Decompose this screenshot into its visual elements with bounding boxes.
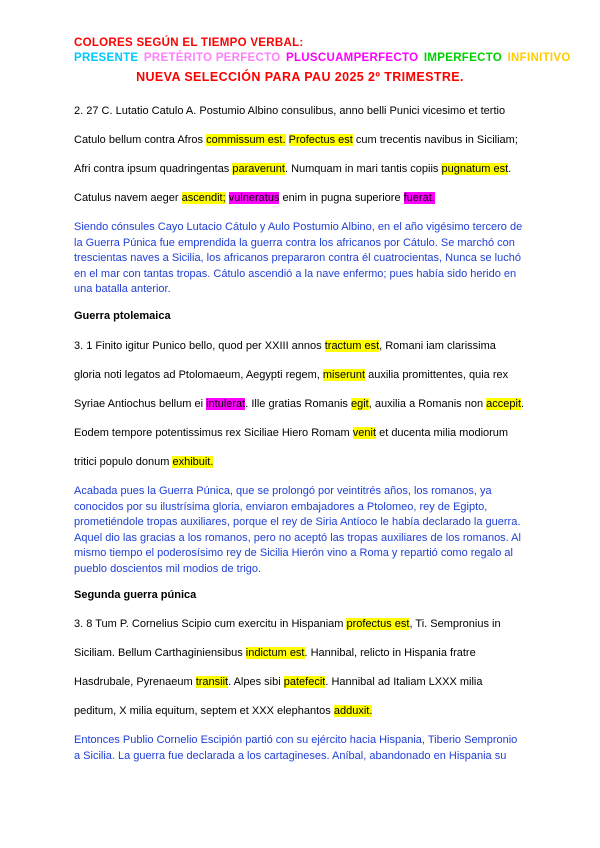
legend-imperfecto: IMPERFECTO [423, 52, 503, 64]
highlighted-verb: vulneratus [228, 192, 280, 204]
latin-line [74, 339, 496, 353]
highlighted-verb: exhibuit. [172, 456, 214, 468]
highlighted-verb: paraverunt [232, 163, 285, 175]
section-heading: Guerra ptolemaica [74, 310, 171, 322]
latin-text: Syriae Antiochus bellum ei [74, 398, 207, 410]
latin-text: Catulo bellum contra Afros [74, 134, 207, 146]
latin-line [74, 397, 524, 411]
highlighted-verb: ascendit; [181, 192, 226, 204]
latin-line [74, 617, 501, 631]
latin-line [74, 455, 213, 469]
highlighted-verb: egit [350, 398, 369, 410]
latin-text: gloria noti legatos ad Ptolomaeum, Aegypti regem, [74, 369, 323, 381]
latin-line [74, 675, 482, 689]
latin-text: 3. 8 Tum P. Cornelius Scipio cum exercitu in Hispaniam [74, 618, 347, 630]
latin-text: , auxilia a Romanis non [368, 398, 487, 410]
latin-line [74, 646, 476, 660]
legend-title: COLORES SEGÚN EL TIEMPO VERBAL: [74, 37, 304, 49]
highlighted-verb: accepit [486, 398, 521, 410]
latin-text: et ducenta milia modiorum [376, 427, 509, 439]
highlighted-verb: intulerat [206, 398, 246, 410]
latin-text: . Alpes sibi [228, 676, 284, 688]
translation-paragraph: Entonces Publio Cornelio Escipión partió con su ejército hacia Hispania, Tiberio Sempronio a Sicilia. La guerra fue declarada a los cartagineses. Aníbal, abandonado en Hispania su [74, 734, 518, 762]
latin-text: auxilia promittentes, quia rex [365, 369, 509, 381]
legend-pluscuamperfecto: PLUSCUAMPERFECTO [286, 52, 419, 64]
spanish-translation [74, 220, 524, 298]
highlighted-verb: profectus est [346, 618, 410, 630]
latin-text: tritici populo donum [74, 456, 173, 468]
legend-preterito-perfecto: PRETÉRITO PERFECTO [143, 52, 281, 64]
latin-text: . [521, 398, 525, 410]
spanish-translation [74, 733, 524, 764]
latin-text: . Numquam in mari tantis copiis [284, 163, 442, 175]
highlighted-verb: pugnatum est [441, 163, 509, 175]
latin-text: 2. 27 C. Lutatio Catulo A. Postumio Albino consulibus, anno belli Punici vicesimo et tertio [74, 105, 506, 117]
latin-line [74, 704, 372, 718]
document-title: NUEVA SELECCIÓN PARA PAU 2025 2º TRIMESTRE. [136, 70, 464, 84]
latin-text: Afri contra ipsum quadringentas [74, 163, 233, 175]
highlighted-verb: transiit [195, 676, 229, 688]
legend-presente: PRESENTE [74, 52, 139, 64]
highlighted-verb: Profectus est [288, 134, 353, 146]
translation-paragraph: Siendo cónsules Cayo Lutacio Cátulo y Aulo Postumio Albino, en el año vigésimo tercero de la Guerra Púnica fue emprendida la guerra contra los africanos por Cátulo. Se marchó con trescientas naves a Sicilia, los africanos prepararon contra él cuatrocientas, Nunca se luchó en el mar con tantas tropas. Cátulo ascendió a la nave enfermo; pues había sido herido en una batalla anterior. [74, 221, 523, 295]
latin-text: . [508, 163, 512, 175]
latin-text: . Hannibal ad Italiam LXXX milia [325, 676, 483, 688]
latin-text: peditum, X milia equitum, septem et XXX elephantos [74, 705, 334, 717]
latin-line [74, 368, 508, 382]
latin-text: enim in pugna superiore [279, 192, 404, 204]
latin-text: Siciliam. Bellum Carthaginiensibus [74, 647, 246, 659]
highlighted-verb: tractum est [324, 340, 380, 352]
latin-text: cum trecentis navibus in Siciliam; [352, 134, 518, 146]
latin-text: , Romani iam clarissima [379, 340, 496, 352]
highlighted-verb: miserunt [322, 369, 366, 381]
latin-text: . Hannibal, relicto in Hispania fratre [304, 647, 476, 659]
latin-line [74, 191, 435, 205]
highlighted-verb: venit [352, 427, 377, 439]
latin-text: Hasdrubale, Pyrenaeum [74, 676, 196, 688]
latin-text: Catulus navem aeger [74, 192, 182, 204]
latin-text: , Ti. Sempronius in [409, 618, 501, 630]
legend-infinitivo: INFINITIVO [507, 52, 571, 64]
latin-line [74, 162, 511, 176]
translation-paragraph: Acabada pues la Guerra Púnica, que se prolongó por veintitrés años, los romanos, ya conocidos por su ilustrísima gloria, enviaron embajadores a Ptolomeo, rey de Egipto, prometiéndole tropas auxiliares, porque el rey de Siria Antíoco le había declarado la guerra. Aquel dio las gracias a los romanos, pero no aceptó las tropas auxiliares de los romanos. Al mismo tiempo el poderosísimo rey de Sicilia Hierón vino a Roma y repartió como regalo al pueblo doscientos mil modios de trigo. [74, 485, 521, 575]
latin-text: Eodem tempore potentissimus rex Siciliae Hiero Romam [74, 427, 353, 439]
legend-tenses [74, 51, 573, 66]
latin-line [74, 426, 508, 440]
highlighted-verb: adduxit. [333, 705, 373, 717]
highlighted-verb: fuerat. [403, 192, 435, 204]
latin-text: . Ille gratias Romanis [245, 398, 351, 410]
section-heading: Segunda guerra púnica [74, 589, 197, 601]
highlighted-verb: commissum est. [206, 134, 286, 146]
tense-color-legend [74, 36, 573, 66]
highlighted-verb: indictum est [245, 647, 305, 659]
latin-line [74, 104, 505, 118]
latin-line [74, 133, 518, 147]
highlighted-verb: patefecit [283, 676, 326, 688]
latin-text: 3. 1 Finito igitur Punico bello, quod per XXIII annos [74, 340, 325, 352]
spanish-translation [74, 484, 524, 577]
